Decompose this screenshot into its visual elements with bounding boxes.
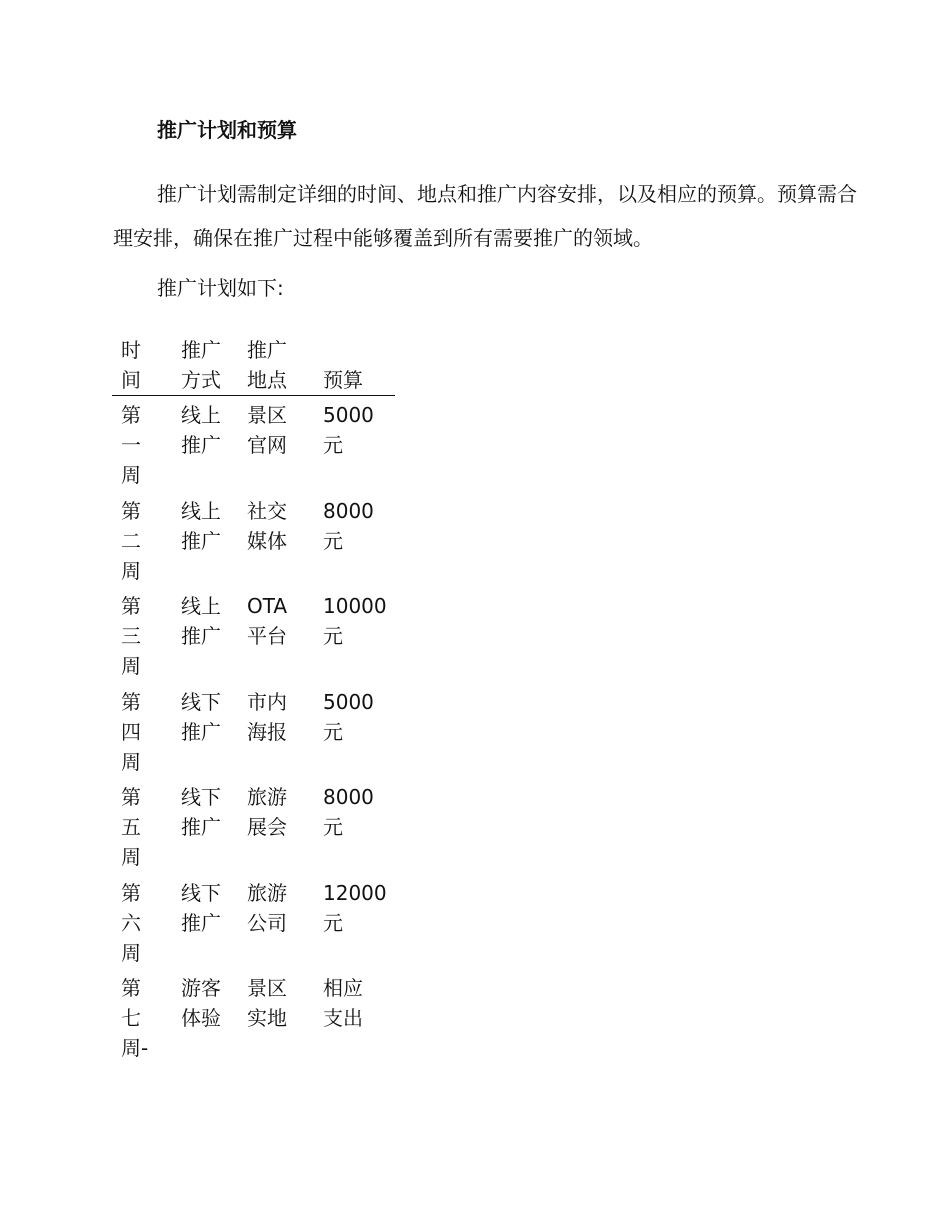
header-budget: 预算	[323, 368, 363, 392]
cell-time: 第一周	[121, 403, 141, 487]
cell-place: 旅游公司	[247, 880, 287, 935]
cell-time: 第四周	[121, 689, 141, 774]
cell-place: 景区实地	[247, 976, 287, 1030]
cell-time: 第六周	[121, 880, 141, 965]
cell-place: 社交媒体	[247, 498, 287, 553]
cell-budget: 12000 元	[323, 880, 387, 935]
cell-place: 市内海报	[247, 689, 287, 744]
cell-place: 旅游展会	[247, 785, 287, 839]
body-paragraph: 推广计划需制定详细的时间、地点和推广内容安排，以及相应的预算。预算需合理安排，确保在推广过程中能够覆盖到所有需要推广的领域。	[113, 182, 857, 250]
cell-time: 第三周	[121, 594, 141, 678]
table-row	[112, 492, 395, 588]
cell-method: 线下推广	[181, 785, 221, 839]
section-heading: 推广计划和预算	[157, 118, 297, 142]
cell-method: 线下推广	[181, 880, 221, 935]
cell-budget: 5000 元	[323, 403, 374, 457]
table-row	[112, 396, 395, 492]
cell-place: OTA平台	[247, 594, 288, 648]
table-row	[112, 683, 395, 779]
header-method: 推广方式	[181, 338, 221, 392]
cell-budget: 5000 元	[323, 689, 374, 744]
cell-budget: 8000 元	[323, 498, 374, 553]
cell-budget: 8000 元	[323, 785, 374, 839]
cell-method: 线下推广	[181, 689, 221, 744]
table-header-row	[112, 335, 395, 396]
plan-intro: 推广计划如下:	[157, 276, 284, 300]
cell-method: 线上推广	[181, 498, 221, 553]
cell-method: 游客体验	[181, 976, 221, 1030]
table-row	[112, 587, 395, 683]
cell-budget: 10000 元	[323, 594, 387, 648]
header-time: 时间	[121, 338, 141, 392]
table-row	[112, 778, 395, 874]
cell-time: 第五周	[121, 785, 141, 869]
cell-budget: 相应 支出	[323, 976, 363, 1030]
header-place: 推广地点	[247, 338, 287, 392]
cell-method: 线上推广	[181, 403, 221, 457]
table-row	[112, 874, 395, 970]
cell-method: 线上推广	[181, 594, 221, 648]
promotion-plan-table	[112, 335, 395, 1065]
cell-time: 第七周-	[121, 976, 149, 1060]
table-row	[112, 969, 395, 1065]
cell-time: 第二周	[121, 498, 141, 583]
cell-place: 景区官网	[247, 403, 287, 457]
